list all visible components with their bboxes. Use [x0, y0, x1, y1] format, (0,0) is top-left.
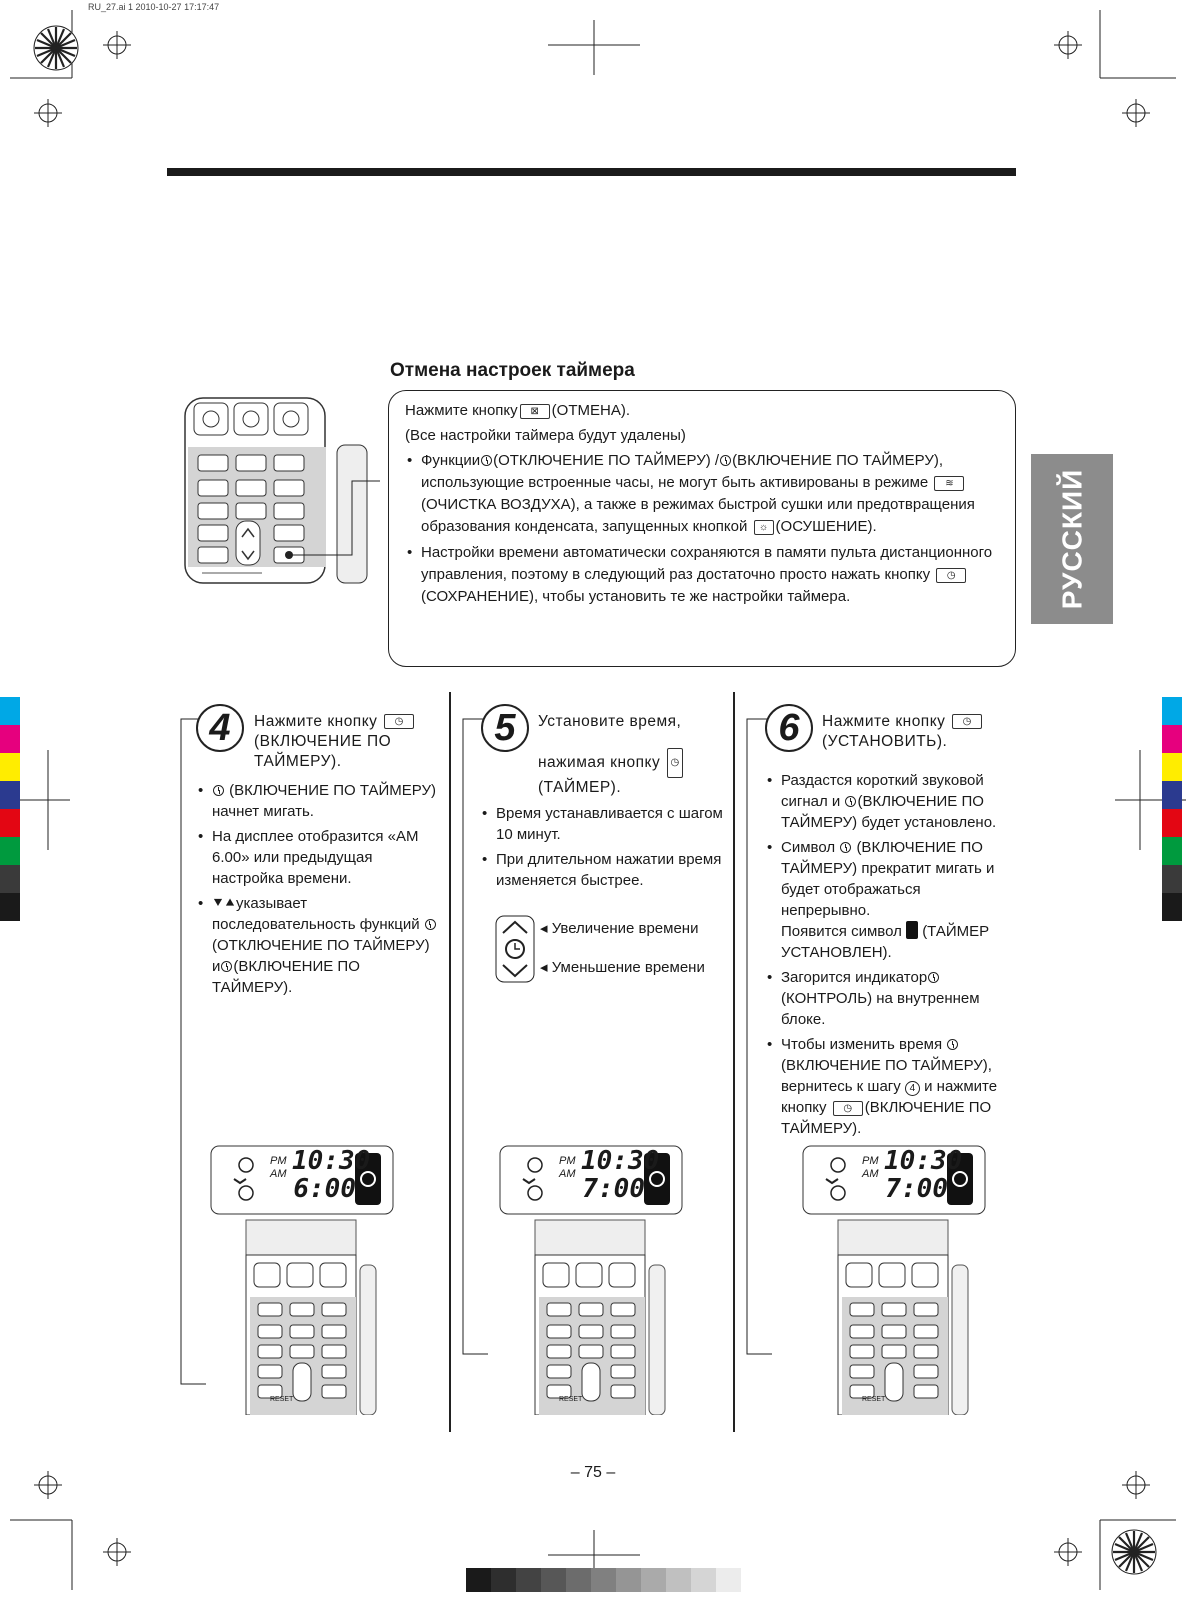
- lcd-current-time: 10:30: [884, 1146, 963, 1176]
- gray-swatch: [666, 1568, 691, 1592]
- step4-b3-b: (ОТКЛЮЧЕНИЕ ПО ТАЙМЕРУ) и: [212, 937, 430, 975]
- cancel-b2-b: (СОХРАНЕНИЕ), чтобы установить те же настройки таймера.: [421, 588, 851, 605]
- remote-reset-label: RESET: [862, 1396, 886, 1403]
- lcd-am-label: AM: [559, 1168, 576, 1180]
- lcd-time: [884, 1147, 962, 1203]
- column-separator: [449, 692, 451, 1432]
- color-swatch: [1162, 781, 1182, 809]
- step5-head-b: нажимая кнопку: [538, 754, 661, 772]
- gray-swatch: [616, 1568, 641, 1592]
- step5-bullet-2: • При длительном нажатии время изменяется быстрее.: [480, 849, 726, 891]
- remote-reset-label: RESET: [559, 1396, 583, 1403]
- timer-on-icon: [845, 796, 856, 807]
- step6-head-b: (УСТАНОВИТЬ).: [822, 733, 948, 750]
- print-info: RU_27.ai 1 2010-10-27 17:17:47: [88, 2, 220, 12]
- gray-swatch: [641, 1568, 666, 1592]
- step5-bullet-1: • Время устанавливается с шагом 10 минут.: [480, 803, 726, 845]
- cancel-b1-b: (ОТКЛЮЧЕНИЕ ПО ТАЙМЕРУ) /: [493, 452, 720, 469]
- color-swatch: [0, 809, 20, 837]
- cancel-b2-a: Настройки времени автоматически сохраняются в памяти пульта дистанционного управления, поэтому в следующий раз достаточно просто нажать кнопку: [421, 544, 993, 583]
- gray-swatch: [566, 1568, 591, 1592]
- timer-set-symbol-icon: [906, 921, 918, 939]
- language-tab-text: РУССКИЙ: [1056, 468, 1088, 610]
- step-number-5: 5: [481, 704, 529, 752]
- color-swatch: [1162, 809, 1182, 837]
- lcd-ampm: [270, 1155, 287, 1181]
- timer-on-icon: [213, 785, 224, 796]
- lcd-am-label: AM: [862, 1168, 879, 1180]
- color-swatch: [1162, 837, 1182, 865]
- color-bar-right: [1162, 697, 1182, 921]
- lcd-am-label: AM: [270, 1168, 287, 1180]
- step6-head-a: Нажмите кнопку: [822, 713, 946, 730]
- lcd-pm-label: PM: [559, 1155, 576, 1167]
- cancel-bullet-2: [405, 542, 1001, 608]
- remote-reset-label: RESET: [270, 1396, 294, 1403]
- step6-b4-a: Чтобы изменить время: [781, 1036, 943, 1053]
- color-swatch: [1162, 893, 1182, 921]
- gray-swatch: [591, 1568, 616, 1592]
- step6-b4-b: (ВКЛЮЧЕНИЕ ПО ТАЙМЕРУ), вернитесь к шагу: [781, 1057, 992, 1095]
- step4-bullet-3: [196, 893, 440, 998]
- decrease-text: Уменьшение времени: [551, 959, 705, 976]
- step6-b4-c: и нажмите кнопку: [781, 1078, 998, 1116]
- gray-scale-bar: [466, 1568, 741, 1592]
- step4-b1: (ВКЛЮЧЕНИЕ ПО ТАЙМЕРУ) начнет мигать.: [212, 782, 436, 820]
- step6-bullets: [765, 770, 1013, 1143]
- step6-heading: [822, 712, 1012, 752]
- cancel-button-icon: ⊠: [520, 404, 550, 419]
- lcd-ampm: [559, 1155, 576, 1181]
- cancel-b1-a: Функции: [421, 452, 481, 469]
- cancel-b1-d: (ОЧИСТКА ВОЗДУХА), а также в режимах быстрой сушки или предотвращения образования конденсата, запущенных кнопкой: [421, 496, 975, 535]
- lcd-current-time: 10:30: [292, 1146, 371, 1176]
- step6-bullet-3: [765, 967, 1013, 1030]
- step4-heading: [254, 712, 440, 772]
- step4-bullet-2: • На дисплее отобразится «AM 6.00» или предыдущая настройка времени.: [196, 826, 440, 889]
- cancel-b1-c: (ВКЛЮЧЕНИЕ ПО ТАЙМЕРУ), использующие встроенные часы, не могут быть активированы в режиме: [421, 452, 944, 491]
- color-swatch: [0, 725, 20, 753]
- gray-swatch: [466, 1568, 491, 1592]
- color-swatch: [1162, 753, 1182, 781]
- step6-bullet-2: [765, 837, 1013, 963]
- step4-b3-c: (ВКЛЮЧЕНИЕ ПО ТАЙМЕРУ).: [212, 958, 360, 996]
- cancel-info-text: [405, 400, 1001, 612]
- step5-illustration: [499, 1145, 689, 1420]
- decrease-label: ◂ Уменьшение времени: [540, 959, 705, 976]
- lcd-timer-time: 7:00: [885, 1174, 948, 1204]
- step6-b2-b: (ВКЛЮЧЕНИЕ ПО ТАЙМЕРУ) прекратит мигать и будет отображаться непрерывно.: [781, 839, 995, 919]
- timer-on-icon: [720, 455, 731, 466]
- air-clean-icon: ≋: [934, 476, 964, 491]
- step6-b2-c: Появится символ: [781, 923, 902, 940]
- timer-on-icon: [221, 961, 232, 972]
- timer-on-button-icon: ◷: [384, 714, 414, 729]
- step4-bullets: [196, 780, 440, 1002]
- cancel-b1-e: (ОСУШЕНИЕ).: [775, 518, 877, 535]
- increase-label: ◂ Увеличение времени: [540, 920, 699, 937]
- step4-illustration: [210, 1145, 400, 1420]
- language-tab-label: [1031, 454, 1113, 624]
- step6-b1-b: (ВКЛЮЧЕНИЕ ПО ТАЙМЕРУ) будет установлено.: [781, 793, 997, 831]
- step6-illustration: [802, 1145, 992, 1420]
- lcd-time: [292, 1147, 370, 1203]
- step6-b1-a: Раздастся короткий звуковой сигнал и: [781, 772, 984, 810]
- page-number: – 75 –: [570, 1464, 616, 1481]
- step6-bullet-4: [765, 1034, 1013, 1139]
- step-ref-4: 4: [905, 1081, 920, 1096]
- gray-swatch: [541, 1568, 566, 1592]
- section-title: Отмена настроек таймера: [390, 360, 635, 381]
- step5-bullets: [480, 803, 726, 895]
- timer-button-icon: ◷: [667, 748, 683, 778]
- step6-bullet-1: [765, 770, 1013, 833]
- gray-swatch: [691, 1568, 716, 1592]
- lcd-pm-label: PM: [270, 1155, 287, 1167]
- color-bar-left: [0, 697, 20, 921]
- control-indicator-icon: [928, 972, 939, 983]
- timer-updown-button-icon: [495, 915, 537, 985]
- header-rule: [167, 168, 1016, 176]
- set-button-icon: ◷: [952, 714, 982, 729]
- color-swatch: [1162, 697, 1182, 725]
- step6-b3-b: (КОНТРОЛЬ) на внутреннем блоке.: [781, 990, 980, 1028]
- cancel-line1-suffix: (ОТМЕНА).: [551, 402, 630, 419]
- step-number-4: 4: [196, 704, 244, 752]
- lcd-timer-time: 6:00: [293, 1174, 356, 1204]
- sequence-arrows-icon: ⯆⯅: [212, 895, 237, 912]
- cancel-line1-prefix: Нажмите кнопку: [405, 402, 518, 419]
- timer-off-icon: [425, 919, 436, 930]
- step-number-6: 6: [765, 704, 813, 752]
- color-swatch: [0, 865, 20, 893]
- step4-b3-a: указывает последовательность функций: [212, 895, 420, 933]
- save-button-icon: ◷: [936, 568, 966, 583]
- lcd-pm-label: PM: [862, 1155, 879, 1167]
- timer-on-icon: [840, 842, 851, 853]
- lcd-timer-time: 7:00: [582, 1174, 645, 1204]
- color-swatch: [0, 837, 20, 865]
- color-swatch: [1162, 865, 1182, 893]
- step4-head-a: Нажмите кнопку: [254, 713, 378, 730]
- gray-swatch: [491, 1568, 516, 1592]
- color-swatch: [0, 753, 20, 781]
- increase-text: Увеличение времени: [551, 920, 699, 937]
- step6-b4-d: (ВКЛЮЧЕНИЕ ПО ТАЙМЕРУ).: [781, 1099, 992, 1137]
- step5-head-a: Установите время,: [538, 713, 682, 730]
- lcd-ampm: [862, 1155, 879, 1181]
- remote-illustration-cancel: [182, 395, 392, 590]
- step5-heading: [538, 712, 726, 798]
- step4-bullet-1: [196, 780, 440, 822]
- timer-on-icon: [947, 1039, 958, 1050]
- color-swatch: [1162, 725, 1182, 753]
- step4-head-b: (ВКЛЮЧЕНИЕ ПО ТАЙМЕРУ).: [254, 733, 392, 770]
- timer-off-icon: [481, 455, 492, 466]
- step6-b2-a: Символ: [781, 839, 836, 856]
- column-separator: [733, 692, 735, 1432]
- lcd-current-time: 10:30: [581, 1146, 660, 1176]
- cancel-bullet-1: [405, 450, 1001, 538]
- step6-b3-a: Загорится индикатор: [781, 969, 928, 986]
- gray-swatch: [516, 1568, 541, 1592]
- gray-swatch: [716, 1568, 741, 1592]
- color-swatch: [0, 893, 20, 921]
- step6-b2-d: (ТАЙМЕР УСТАНОВЛЕН).: [781, 923, 990, 961]
- lcd-time: [581, 1147, 659, 1203]
- timer-on-button-icon: ◷: [833, 1101, 863, 1116]
- step5-head-c: (ТАЙМЕР).: [538, 779, 622, 796]
- cancel-line2: (Все настройки таймера будут удалены): [405, 427, 686, 444]
- color-swatch: [0, 697, 20, 725]
- dry-mode-icon: ☼: [754, 520, 774, 535]
- color-swatch: [0, 781, 20, 809]
